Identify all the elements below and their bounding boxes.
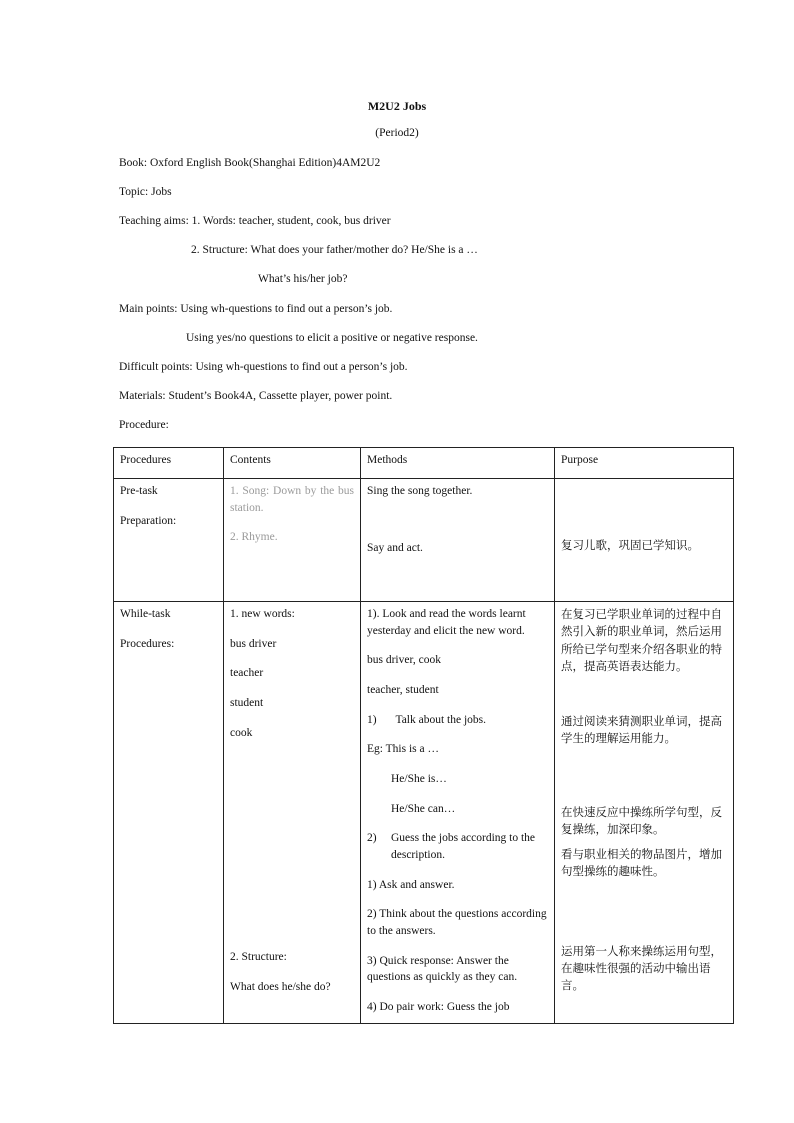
- purpose-item: 在快速反应中操练所学句型，反复操练，加深印象。: [561, 804, 722, 836]
- method-item: He/She is…: [391, 773, 447, 786]
- procedure-stage-sub: Procedures:: [120, 637, 175, 650]
- difficult-points-line: Difficult points: Using wh-questions to find out a person’s job.: [119, 361, 408, 373]
- header-contents: Contents: [224, 448, 361, 479]
- method-item: 4) Do pair work: Guess the job: [367, 1001, 510, 1014]
- step-number: 1): [367, 713, 377, 726]
- method-item: Eg: This is a …: [367, 743, 439, 756]
- procedure-label: Procedure:: [119, 419, 169, 431]
- period-label: (Period2): [375, 127, 419, 139]
- topic-line: Topic: Jobs: [119, 186, 172, 198]
- purpose-item: 运用第一人称来操练运用句型，在趣味性很强的活动中输出语言。: [561, 943, 722, 992]
- step-number: 2): [367, 832, 377, 845]
- header-purpose: Purpose: [555, 448, 734, 479]
- header-methods: Methods: [361, 448, 555, 479]
- teaching-aims-line-2: 2. Structure: What does your father/mother do? He/She is a …: [191, 244, 478, 256]
- content-item: student: [230, 697, 264, 710]
- content-item: 2. Structure:: [230, 951, 287, 964]
- step-text: Talk about the jobs.: [395, 713, 487, 726]
- content-item: What does he/she do?: [230, 981, 331, 994]
- materials-line: Materials: Student’s Book4A, Cassette player, power point.: [119, 390, 393, 402]
- content-item: 1. Song: Down by the bus station.: [230, 485, 354, 514]
- method-item: Say and act.: [367, 541, 423, 554]
- table-row: [114, 602, 734, 1024]
- method-step: [367, 712, 548, 729]
- content-item: teacher: [230, 667, 264, 680]
- header-procedures: Procedures: [114, 448, 224, 479]
- teaching-aims-line-1: Teaching aims: 1. Words: teacher, student, cook, bus driver: [119, 215, 391, 227]
- purpose-item: 通过阅读来猜测职业单词，提高学生的理解运用能力。: [561, 714, 722, 746]
- procedure-table: [113, 447, 734, 1024]
- content-item: bus driver: [230, 637, 277, 650]
- content-item: cook: [230, 726, 253, 739]
- method-item: 2) Think about the questions according to the answers.: [367, 908, 547, 938]
- content-item: 2. Rhyme.: [230, 531, 278, 544]
- main-points-line-2: Using yes/no questions to elicit a positive or negative response.: [186, 332, 478, 344]
- purpose-cell: [555, 479, 734, 602]
- procedure-stage: Pre-task: [120, 485, 158, 497]
- purpose-item: 看与职业相关的物品图片，增加句型操练的趣味性。: [561, 847, 722, 879]
- purpose-cell: [555, 602, 734, 1024]
- method-item: 1) Ask and answer.: [367, 878, 455, 891]
- table-header-row: [114, 448, 734, 479]
- purpose-item: 复习儿歌，巩固已学知识。: [561, 538, 699, 552]
- method-item: teacher, student: [367, 684, 439, 697]
- table-row: [114, 479, 734, 602]
- contents-cell: [224, 602, 361, 1024]
- purpose-item: 在复习已学职业单词的过程中自然引入新的职业单词，然后运用所给已学句型来介绍各职业的特点，提高英语表达能力。: [561, 607, 722, 673]
- main-points-line-1: Main points: Using wh-questions to find out a person’s job.: [119, 303, 393, 315]
- procedure-stage-sub: Preparation:: [120, 514, 177, 527]
- method-step: [367, 830, 548, 863]
- method-item: bus driver, cook: [367, 654, 441, 667]
- step-text: Guess the jobs according to the description.: [391, 832, 536, 862]
- procedures-cell: [114, 602, 224, 1024]
- procedure-stage: While-task: [120, 608, 171, 620]
- book-line: Book: Oxford English Book(Shanghai Edition)4AM2U2: [119, 157, 381, 169]
- content-item: 1. new words:: [230, 608, 295, 620]
- teaching-aims-line-3: What’s his/her job?: [258, 273, 348, 285]
- methods-cell: [361, 479, 555, 602]
- contents-cell: [224, 479, 361, 602]
- method-item: 3) Quick response: Answer the questions as quickly as they can.: [367, 954, 518, 984]
- procedures-cell: [114, 479, 224, 602]
- methods-cell: [361, 602, 555, 1024]
- method-item: 1). Look and read the words learnt yesterday and elicit the new word.: [367, 608, 526, 637]
- method-item: He/She can…: [391, 802, 456, 815]
- document-title: M2U2 Jobs: [367, 99, 427, 113]
- method-item: Sing the song together.: [367, 485, 473, 497]
